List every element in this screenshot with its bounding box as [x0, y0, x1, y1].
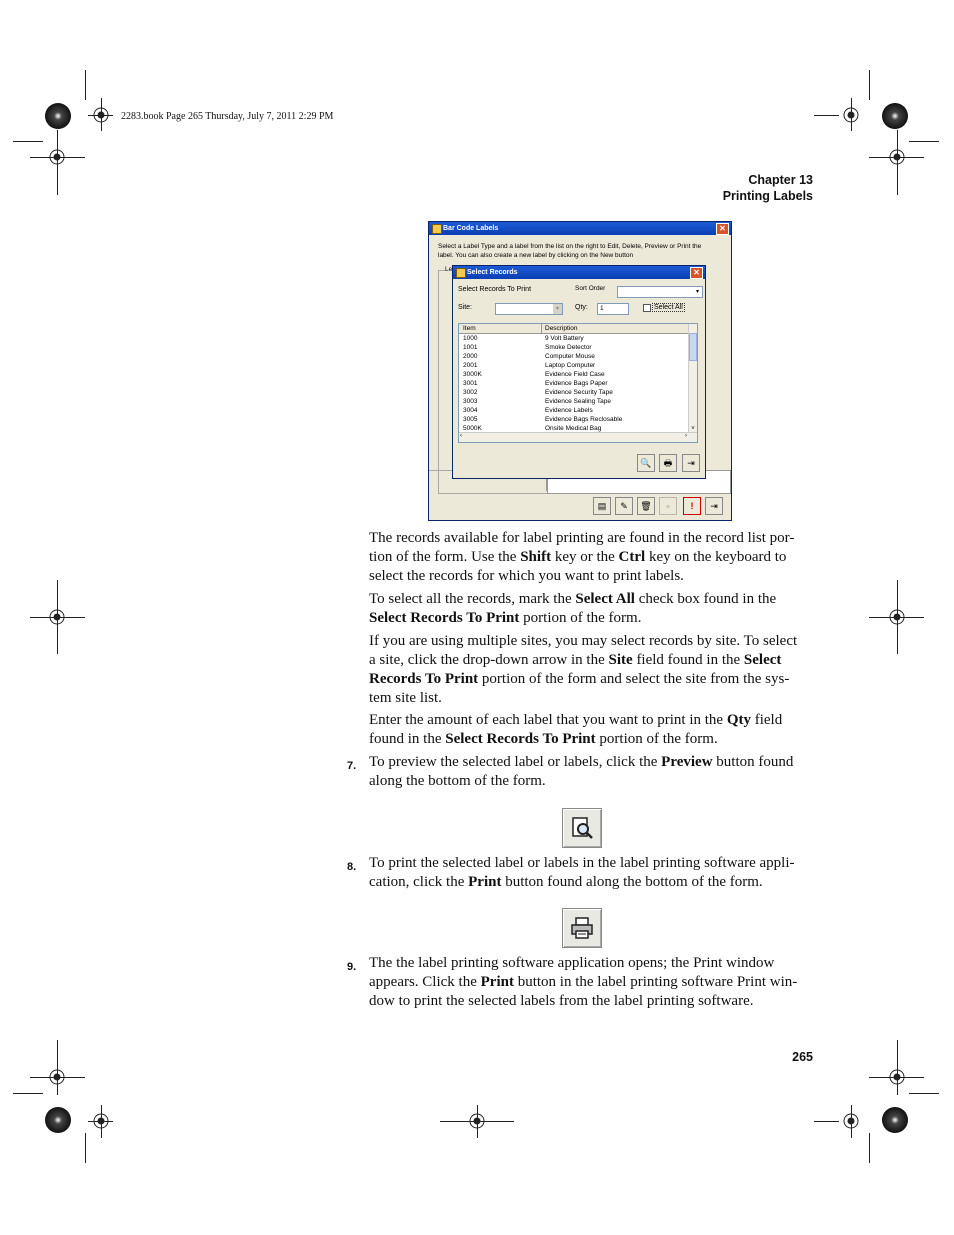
- text-run: button found along the bottom of the form.: [501, 874, 763, 890]
- text-run: check box found in the: [634, 591, 777, 607]
- text-line: tem site list.: [369, 690, 442, 706]
- text-run: To select all the records, mark the: [369, 591, 576, 607]
- description-cell: Computer Mouse: [545, 353, 595, 360]
- text-run: portion of the form.: [519, 610, 642, 626]
- alert-button[interactable]: !: [683, 497, 701, 515]
- text-line: along the bottom of the form.: [369, 773, 546, 789]
- paragraph-sites: [369, 632, 815, 708]
- shift-key-term: Shift: [520, 549, 552, 565]
- description-cell: 9 Volt Battery: [545, 335, 584, 342]
- preview-term: Preview: [661, 754, 713, 770]
- description-cell: Evidence Field Case: [545, 371, 605, 378]
- text-run: button in the label printing software Print win-: [513, 974, 798, 990]
- description-cell: Evidence Sealing Tape: [545, 398, 612, 405]
- new-button[interactable]: ▤: [593, 497, 611, 515]
- step-print-window: [369, 954, 815, 1011]
- item-cell: 3003: [463, 398, 478, 405]
- site-label: Site:: [458, 304, 473, 311]
- sort-order-label: Sort Order: [575, 285, 606, 292]
- disabled-button[interactable]: ▫: [659, 497, 677, 515]
- chevron-down-icon: ▾: [695, 289, 699, 295]
- step-number: 9.: [347, 961, 357, 973]
- scroll-left-arrow-icon[interactable]: ‹: [460, 433, 462, 439]
- select-term: Select: [743, 652, 782, 668]
- select-all-checkbox[interactable]: [643, 304, 651, 312]
- text-line: dow to print the selected labels from the label printing software.: [369, 993, 754, 1009]
- preview-magnifier-icon: [569, 815, 595, 841]
- printer-icon: [569, 915, 595, 941]
- col-item-header[interactable]: Item: [463, 325, 476, 332]
- item-cell: 2000: [463, 353, 478, 360]
- dialog-close-button[interactable]: ✕: [690, 267, 703, 279]
- item-cell: 5000K: [463, 425, 482, 432]
- text-line: [369, 548, 815, 567]
- text-run: button found: [712, 754, 794, 770]
- delete-button[interactable]: 🗑: [637, 497, 655, 515]
- select-records-dialog: [452, 265, 706, 479]
- text-run: Enter the amount of each label that you want to print in the: [369, 712, 727, 728]
- sort-order-select[interactable]: [617, 286, 703, 298]
- description-cell: Evidence Security Tape: [545, 389, 613, 396]
- item-cell: 1000: [463, 335, 478, 342]
- outer-title: Bar Code Labels: [443, 225, 499, 232]
- text-run: portion of the form and select the site from the sys-: [478, 671, 790, 687]
- header-divider: [541, 324, 542, 333]
- item-cell: 3000K: [463, 371, 482, 378]
- site-term: Site: [608, 652, 633, 668]
- text-line: [369, 651, 815, 670]
- text-run: field: [750, 712, 783, 728]
- dialog-titlebar: [453, 266, 705, 279]
- site-dropdown-arrow-icon[interactable]: ▾: [553, 304, 562, 314]
- select-records-label: Select Records To Print: [458, 286, 532, 293]
- item-cell: 3002: [463, 389, 478, 396]
- edit-button[interactable]: ✎: [615, 497, 633, 515]
- outer-titlebar: [429, 222, 731, 235]
- ctrl-key-term: Ctrl: [618, 549, 646, 565]
- outer-close-button[interactable]: ✕: [716, 223, 729, 235]
- table-body: [459, 334, 689, 432]
- dialog-app-icon: [456, 268, 466, 278]
- running-header: [723, 172, 813, 204]
- table-header: [459, 324, 689, 334]
- scroll-down-arrow-icon[interactable]: ˅: [691, 426, 695, 432]
- item-cell: 3001: [463, 380, 478, 387]
- dialog-print-button[interactable]: 🖶: [659, 454, 677, 472]
- text-line: To print the selected label or labels in the label printing software appli-: [369, 855, 795, 871]
- select-all-label: Select All: [654, 304, 683, 311]
- paragraph-records: [369, 529, 815, 586]
- text-run: portion of the form.: [595, 731, 718, 747]
- qty-input[interactable]: 1: [597, 303, 629, 315]
- text-line: [369, 730, 815, 749]
- print-term: Print: [480, 974, 514, 990]
- text-run: tion of the form. Use the: [369, 549, 521, 565]
- text-line: The the label printing software application opens; the Print window: [369, 955, 775, 971]
- page-number: 265: [792, 1050, 813, 1064]
- paragraph-qty: [369, 711, 815, 749]
- select-records-term: Select Records To Print: [369, 610, 520, 626]
- text-line: [369, 753, 815, 772]
- description-cell: Smoke Detector: [545, 344, 592, 351]
- book-slug: 2283.book Page 265 Thursday, July 7, 2011 2:29 PM: [121, 111, 334, 122]
- dialog-preview-button[interactable]: 🔍: [637, 454, 655, 472]
- vertical-scrollbar[interactable]: [688, 324, 697, 432]
- item-cell: 1001: [463, 344, 478, 351]
- item-cell: 2001: [463, 362, 478, 369]
- text-line: If you are using multiple sites, you may select records by site. To select: [369, 633, 798, 649]
- text-run: key or the: [551, 549, 619, 565]
- records-table[interactable]: [458, 323, 698, 443]
- qty-label: Qty:: [575, 304, 588, 311]
- text-run: found in the: [369, 731, 446, 747]
- text-line: [369, 609, 815, 628]
- site-select[interactable]: [495, 303, 563, 315]
- paragraph-select-all: [369, 590, 815, 628]
- item-cell: 3005: [463, 416, 478, 423]
- description-cell: Laptop Computer: [545, 362, 596, 369]
- description-cell: Evidence Bags Reclosable: [545, 416, 623, 423]
- select-records-term: Select Records To Print: [445, 731, 596, 747]
- exit-button[interactable]: ⇥: [705, 497, 723, 515]
- text-line: [369, 873, 815, 892]
- text-run: To preview the selected label or labels, click the: [369, 754, 662, 770]
- description-cell: Evidence Bags Paper: [545, 380, 608, 387]
- select-all-term: Select All: [575, 591, 635, 607]
- step-number: 7.: [347, 760, 357, 772]
- text-run: a site, click the drop-down arrow in the: [369, 652, 609, 668]
- text-line: [369, 973, 815, 992]
- text-line: [369, 711, 815, 730]
- dialog-title: Select Records: [467, 269, 518, 276]
- print-term: Print: [468, 874, 502, 890]
- chapter-label: Chapter 13: [748, 173, 813, 187]
- horizontal-scrollbar[interactable]: [459, 432, 697, 442]
- text-line: [369, 590, 815, 609]
- description-cell: Evidence Labels: [545, 407, 593, 414]
- print-button-illustration: [562, 908, 602, 948]
- preview-button-illustration: [562, 808, 602, 848]
- step-number: 8.: [347, 861, 357, 873]
- section-label: Printing Labels: [722, 189, 813, 203]
- qty-term: Qty: [726, 712, 751, 728]
- dialog-exit-button[interactable]: ⇥: [682, 454, 700, 472]
- text-run: key on the keyboard to: [645, 549, 787, 565]
- step-preview: [369, 753, 815, 791]
- text-run: appears. Click the: [369, 974, 481, 990]
- table-row[interactable]: [459, 424, 689, 432]
- app-icon: [432, 224, 442, 234]
- scrollbar-thumb[interactable]: [689, 333, 697, 361]
- label-type-legend: Le: [445, 266, 453, 273]
- text-line: [369, 670, 815, 689]
- scroll-right-arrow-icon[interactable]: ›: [685, 433, 687, 439]
- text-line: The records available for label printing are found in the record list por-: [369, 530, 795, 546]
- description-cell: Onsite Medical Bag: [545, 425, 602, 432]
- outer-instructions: Select a Label Type and a label from the list on the right to Edit, Delete, Preview or Print the label. You can also create a new label by clicking on the New button: [438, 243, 702, 259]
- records-to-print-term: Records To Print: [369, 671, 479, 687]
- col-description-header[interactable]: Description: [545, 325, 578, 332]
- text-line: select the records for which you want to print labels.: [369, 568, 684, 584]
- text-run: field found in the: [632, 652, 744, 668]
- step-print: [369, 854, 815, 892]
- text-run: cation, click the: [369, 874, 469, 890]
- item-cell: 3004: [463, 407, 478, 414]
